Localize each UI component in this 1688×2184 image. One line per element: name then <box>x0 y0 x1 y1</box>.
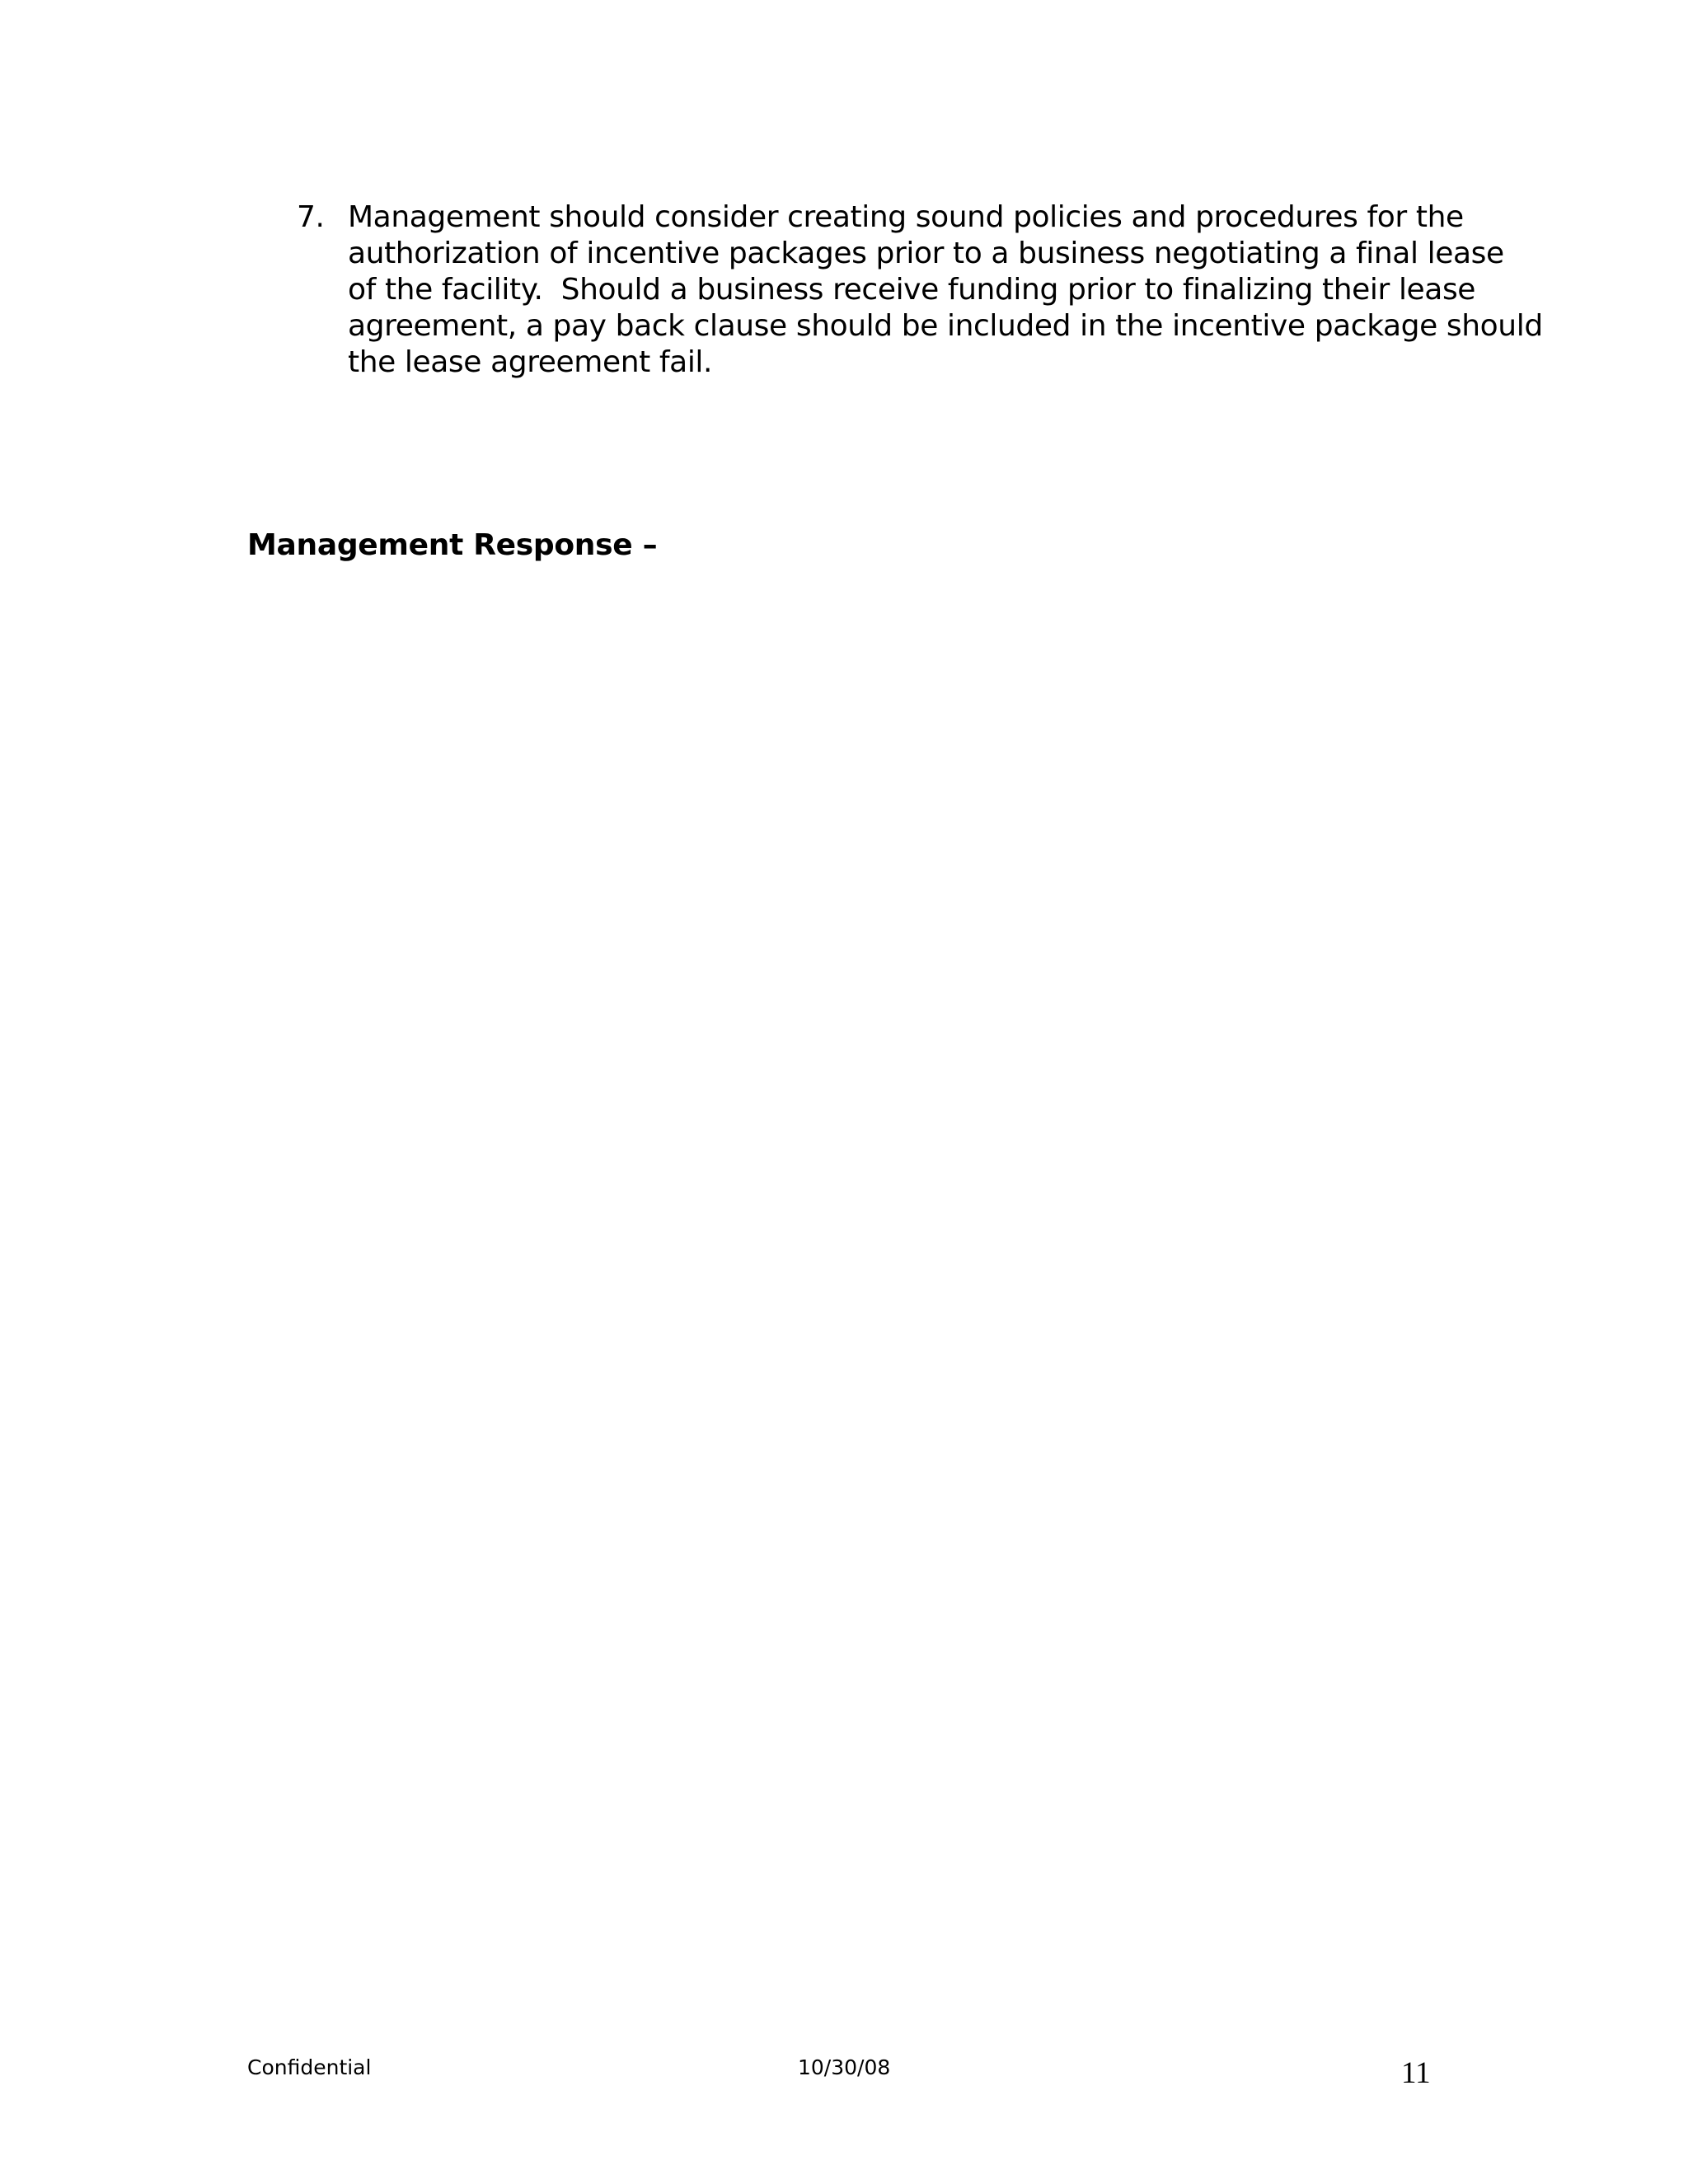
recommendation-line: agreement, a pay back clause should be included in the incentive package should <box>348 309 1543 343</box>
recommendation-line: of the facility. Should a business receive funding prior to finalizing their lease <box>348 273 1476 307</box>
recommendation-line: Management should consider creating sound policies and procedures for the <box>348 200 1464 234</box>
list-item-number: 7. <box>297 200 325 234</box>
footer-date: 10/30/08 <box>798 2055 891 2079</box>
recommendation-text <box>348 199 1543 381</box>
recommendation-line: authorization of incentive packages prior to a business negotiating a final lease <box>348 237 1504 270</box>
management-response-heading: Management Response – <box>247 528 658 562</box>
footer-confidential-label: Confidential <box>247 2055 372 2079</box>
recommendation-line: the lease agreement fail. <box>348 345 713 379</box>
footer-page-number: 11 <box>1401 2056 1431 2090</box>
